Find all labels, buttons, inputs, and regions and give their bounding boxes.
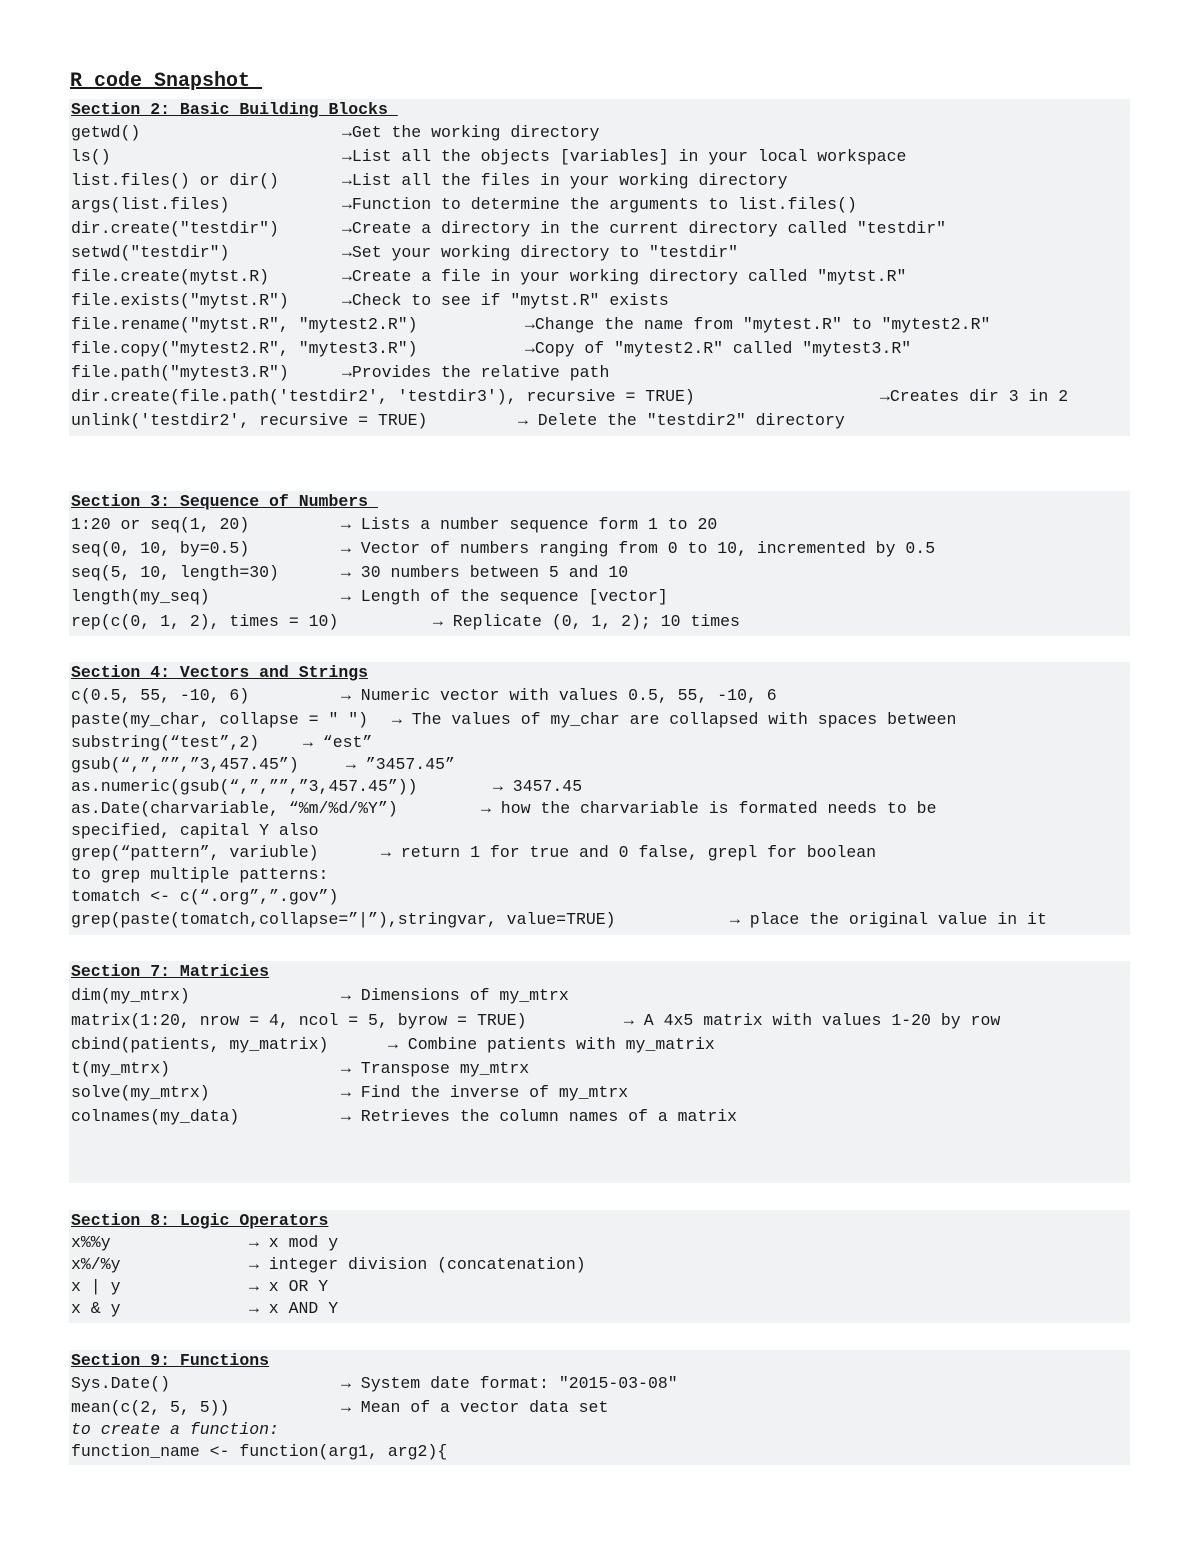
code-row — [71, 842, 1130, 864]
code-row — [71, 754, 1130, 776]
code-row — [71, 1396, 1130, 1419]
code-text: matrix(1:20, nrow = 4, ncol = 5, byrow = TRUE) — [71, 1011, 527, 1030]
code-row — [71, 1057, 1130, 1081]
code-description: → The values of my_char are collapsed with spaces between — [392, 710, 957, 729]
code-row — [71, 193, 1130, 217]
code-row — [71, 983, 1130, 1008]
code-text: file.path("mytest3.R") — [71, 363, 289, 382]
code-description: → Transpose my_mtrx — [341, 1059, 530, 1078]
code-row — [71, 561, 1130, 585]
code-description: → Delete the "testdir2" directory — [518, 411, 845, 430]
code-text: t(my_mtrx) — [71, 1059, 171, 1078]
code-text: dir.create(file.path('testdir2', 'testdir3'), recursive = TRUE) — [71, 387, 695, 406]
code-text: list.files() or dir() — [71, 171, 279, 190]
code-description: → Dimensions of my_mtrx — [341, 986, 569, 1005]
code-text: x & y — [71, 1299, 121, 1318]
code-text: unlink('testdir2', recursive = TRUE) — [71, 411, 428, 430]
code-text: grep(“pattern”, variuble) — [71, 843, 319, 862]
code-row — [71, 385, 1130, 409]
code-description: → Length of the sequence [vector] — [341, 587, 668, 606]
code-text: paste(my_char, collapse = " ") — [71, 710, 369, 729]
code-row — [71, 265, 1130, 289]
code-comment-row — [71, 1419, 1130, 1441]
code-description: →Get the working directory — [342, 123, 600, 142]
code-description: → Replicate (0, 1, 2); 10 times — [433, 612, 740, 631]
code-row — [71, 684, 1130, 708]
code-description: →Function to determine the arguments to list.files() — [342, 195, 857, 214]
code-description: → Lists a number sequence form 1 to 20 — [341, 515, 718, 534]
code-text: x%%y — [71, 1233, 111, 1252]
code-row — [71, 145, 1130, 169]
code-row — [71, 1298, 1130, 1320]
code-row — [71, 361, 1130, 385]
code-text: file.exists("mytst.R") — [71, 291, 289, 310]
code-row — [71, 1441, 1130, 1463]
code-row — [71, 798, 1130, 820]
code-description: →Change the name from "mytest.R" to "mytest2.R" — [525, 315, 991, 334]
code-row — [71, 1105, 1130, 1129]
code-row — [71, 820, 1130, 842]
code-text: file.copy("mytest2.R", "mytest3.R") — [71, 339, 418, 358]
code-description: → ”3457.45” — [346, 755, 455, 774]
code-description: → “est” — [303, 733, 373, 752]
code-text: specified, capital Y also — [71, 821, 319, 840]
code-text: c(0.5, 55, -10, 6) — [71, 686, 250, 705]
code-description: → x OR Y — [249, 1277, 329, 1296]
code-description: → Find the inverse of my_mtrx — [341, 1083, 629, 1102]
code-row — [71, 217, 1130, 241]
code-text: mean(c(2, 5, 5)) — [71, 1398, 230, 1417]
code-description: → Numeric vector with values 0.5, 55, -10, 6 — [341, 686, 777, 705]
code-description: →Set your working directory to "testdir" — [342, 243, 739, 262]
section-heading: Section 4: Vectors and Strings — [71, 663, 369, 682]
code-row — [71, 537, 1130, 561]
section-heading: Section 8: Logic Operators — [71, 1211, 329, 1230]
code-row — [71, 409, 1130, 433]
code-text: to create a function: — [71, 1420, 279, 1439]
code-description: →Check to see if "mytst.R" exists — [342, 291, 669, 310]
code-description: → how the charvariable is formated needs to be — [481, 799, 937, 818]
code-text: file.rename("mytst.R", "mytest2.R") — [71, 315, 418, 334]
section-heading: Section 9: Functions — [71, 1351, 270, 1370]
section-basic-building-blocks — [69, 99, 1130, 436]
code-description: → System date format: "2015-03-08" — [341, 1374, 678, 1393]
code-row — [71, 121, 1130, 145]
section-matricies — [69, 961, 1130, 1183]
code-text: getwd() — [71, 123, 141, 142]
code-text: setwd("testdir") — [71, 243, 230, 262]
code-row — [71, 609, 1130, 634]
section-logic-operators — [69, 1210, 1130, 1323]
code-text: dir.create("testdir") — [71, 219, 279, 238]
section-sequence-of-numbers — [69, 491, 1130, 636]
code-text: to grep multiple patterns: — [71, 865, 329, 884]
code-text: args(list.files) — [71, 195, 230, 214]
code-text: as.numeric(gsub(“,”,””,”3,457.45”)) — [71, 777, 418, 796]
code-row — [71, 732, 1130, 754]
code-description: →List all the files in your working directory — [342, 171, 788, 190]
page-title: R code Snapshot — [70, 70, 263, 93]
code-row — [71, 513, 1130, 537]
code-text: rep(c(0, 1, 2), times = 10) — [71, 612, 339, 631]
code-row — [71, 908, 1130, 931]
section-functions — [69, 1350, 1130, 1465]
code-text: x%/%y — [71, 1255, 121, 1274]
code-description: →Create a directory in the current directory called "testdir" — [342, 219, 946, 238]
section-vectors-and-strings — [69, 662, 1130, 935]
code-row — [71, 1372, 1130, 1396]
code-text: Sys.Date() — [71, 1374, 171, 1393]
section-heading: Section 2: Basic Building Blocks — [71, 100, 398, 119]
code-description: → 3457.45 — [493, 777, 583, 796]
code-text: grep(paste(tomatch,collapse=”|”),stringvar, value=TRUE) — [71, 910, 616, 929]
code-description: → Vector of numbers ranging from 0 to 10, incremented by 0.5 — [341, 539, 936, 558]
code-row — [71, 776, 1130, 798]
code-row — [71, 241, 1130, 265]
code-text: seq(5, 10, length=30) — [71, 563, 279, 582]
code-row — [71, 337, 1130, 361]
code-row — [71, 1033, 1130, 1057]
code-description: →Creates dir 3 in 2 — [880, 387, 1069, 406]
code-text: function_name <- function(arg1, arg2){ — [71, 1442, 448, 1461]
code-description: → x mod y — [249, 1233, 339, 1252]
code-row — [71, 864, 1130, 886]
code-text: x | y — [71, 1277, 121, 1296]
code-description: → 30 numbers between 5 and 10 — [341, 563, 629, 582]
code-text: seq(0, 10, by=0.5) — [71, 539, 250, 558]
code-row — [71, 708, 1130, 732]
code-description: → integer division (concatenation) — [249, 1255, 586, 1274]
code-description: → A 4x5 matrix with values 1-20 by row — [624, 1011, 1001, 1030]
code-row — [71, 313, 1130, 337]
code-text: cbind(patients, my_matrix) — [71, 1035, 329, 1054]
code-text: dim(my_mtrx) — [71, 986, 190, 1005]
code-text: gsub(“,”,””,”3,457.45”) — [71, 755, 299, 774]
code-text: 1:20 or seq(1, 20) — [71, 515, 250, 534]
code-text: solve(my_mtrx) — [71, 1083, 210, 1102]
code-row — [71, 886, 1130, 908]
code-description: → Retrieves the column names of a matrix — [341, 1107, 738, 1126]
code-row — [71, 1254, 1130, 1276]
code-description: → Combine patients with my_matrix — [388, 1035, 715, 1054]
code-text: tomatch <- c(“.org”,”.gov”) — [71, 887, 339, 906]
code-row — [71, 1081, 1130, 1105]
code-row — [71, 585, 1130, 609]
code-description: → return 1 for true and 0 false, grepl for boolean — [381, 843, 877, 862]
code-description: →Create a file in your working directory called "mytst.R" — [342, 267, 907, 286]
code-description: → place the original value in it — [730, 910, 1047, 929]
code-description: → x AND Y — [249, 1299, 339, 1318]
code-row — [71, 1276, 1130, 1298]
section-heading: Section 7: Matricies — [71, 962, 270, 981]
code-row — [71, 1008, 1130, 1033]
code-description: →Copy of "mytest2.R" called "mytest3.R" — [525, 339, 912, 358]
code-text: as.Date(charvariable, “%m/%d/%Y”) — [71, 799, 398, 818]
code-description: →List all the objects [variables] in your local workspace — [342, 147, 907, 166]
code-text: length(my_seq) — [71, 587, 210, 606]
code-description: → Mean of a vector data set — [341, 1398, 609, 1417]
code-row — [71, 289, 1130, 313]
code-row — [71, 169, 1130, 193]
code-row — [71, 1232, 1130, 1254]
code-text: colnames(my_data) — [71, 1107, 240, 1126]
code-text: ls() — [71, 147, 111, 166]
code-description: →Provides the relative path — [342, 363, 610, 382]
code-text: file.create(mytst.R) — [71, 267, 270, 286]
code-text: substring(“test”,2) — [71, 733, 260, 752]
section-heading: Section 3: Sequence of Numbers — [71, 492, 378, 511]
